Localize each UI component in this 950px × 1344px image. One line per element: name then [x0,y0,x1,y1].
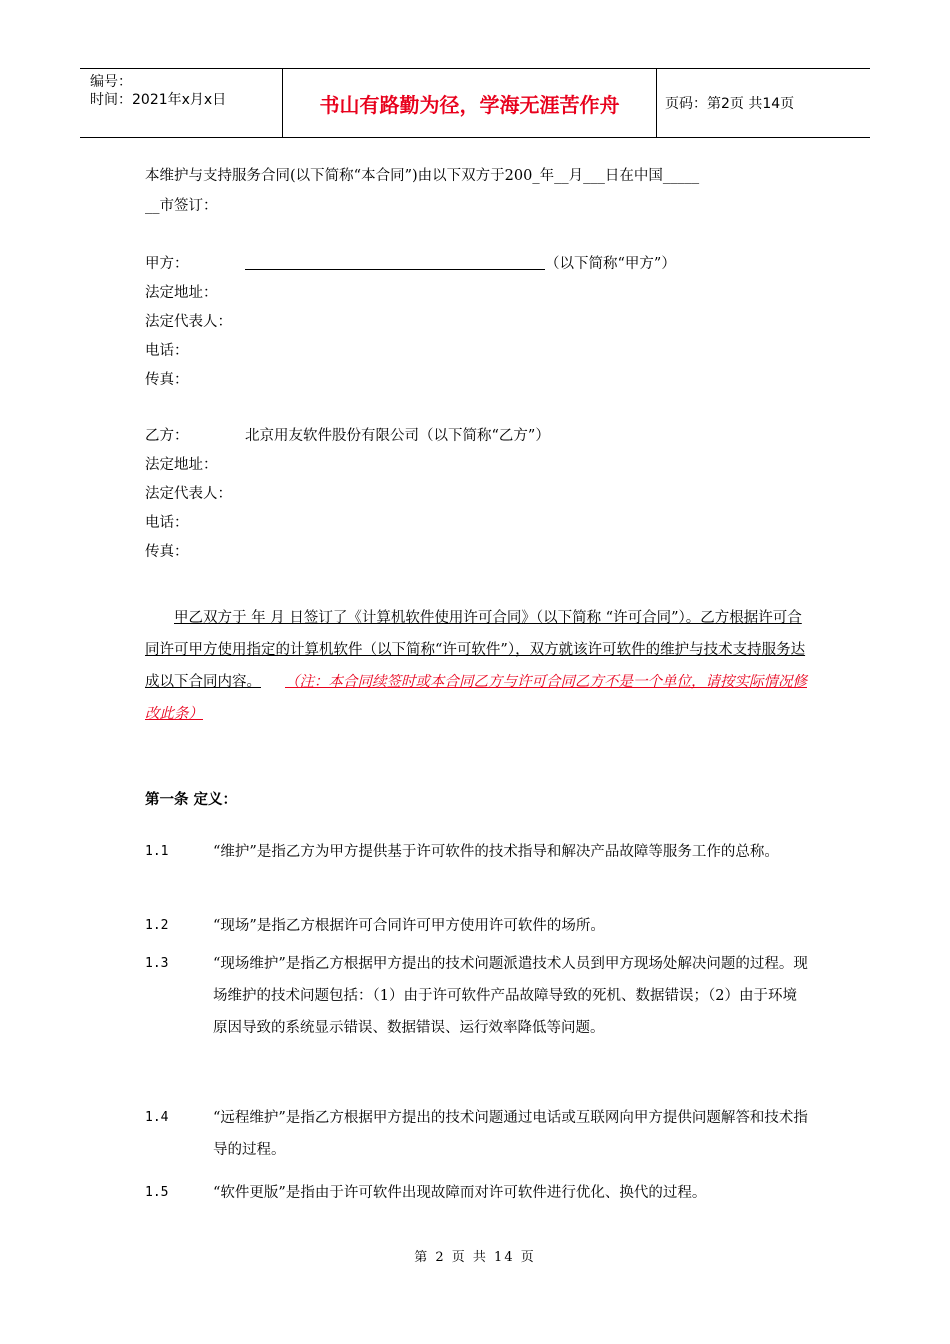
party-b-rep: 法定代表人： [145,486,232,502]
party-a-name-blank [245,255,545,270]
item-text: “软件更版”是指由于许可软件出现故障而对许可软件进行优化、换代的过程。 [213,1185,707,1201]
intro-text: 甲乙双方于 年 月 日签订了《计算机软件使用许可合同》（以下简称 “许可合同”）。乙方根据许可合同许可甲方使用指定的计算机软件（以下简称“许可软件”），双方就该许可软件的维护与技术支持服务达成以下合同内容。 [145,610,806,690]
item-text: “现场”是指乙方根据许可合同许可甲方使用许可软件的场所。 [213,918,605,934]
party-a-address: 法定地址： [145,285,218,301]
item-text: “远程维护”是指乙方根据甲方提出的技术问题通过电话或互联网向甲方提供问题解答和技术指导的过程。 [213,1110,808,1158]
item-text: “现场维护”是指乙方根据甲方提出的技术问题派遣技术人员到甲方现场处解决问题的过程。现场维护的技术问题包括：（1）由于许可软件产品故障导致的死机、数据错误；（2）由于环境原因导致的系统显示错误、数据错误、运行效率降低等问题。 [213,956,808,1036]
item-number: 1.4 [145,1110,169,1125]
header-page-info: 页码：第2页 共14页 [665,96,795,112]
item-number: 1.1 [145,844,169,859]
item-number: 1.5 [145,1185,169,1200]
party-a-fax: 传真： [145,372,189,388]
party-b-name: 北京用友软件股份有限公司（以下简称“乙方”） [245,428,550,444]
definition-item [145,1102,810,1166]
item-number: 1.2 [145,918,169,933]
intro-note: （注：本合同续签时或本合同乙方与许可合同乙方不是一个单位，请按实际情况修改此条） [145,674,807,722]
header-motto: 书山有路勤为径，学海无涯苦作舟 [282,69,657,137]
definition-item [145,910,810,942]
header-meta [80,69,282,137]
party-b-label: 乙方： [145,428,189,444]
party-a-phone: 电话： [145,343,189,359]
party-a-rep: 法定代表人： [145,314,232,330]
page-header [80,68,870,138]
document-number-label: 编号： [90,74,132,90]
preamble-line-2: __市签订： [145,198,218,214]
party-b-address: 法定地址： [145,457,218,473]
page-footer: 第 2 页 共 14 页 [414,1250,536,1265]
preamble-line-1: 本维护与支持服务合同(以下简称“本合同”)由以下双方于200_年__月___日在中国_____ [145,168,700,184]
definition-item [145,948,810,1044]
party-b-phone: 电话： [145,515,189,531]
party-b-fax: 传真： [145,544,189,560]
section-1-title: 第一条 定义： [145,791,238,808]
intro-paragraph [145,602,810,730]
party-a-suffix: （以下简称“甲方”） [545,256,676,272]
document-time: 时间：2021年x月x日 [90,92,227,108]
definition-item [145,1177,810,1209]
item-text: “维护”是指乙方为甲方提供基于许可软件的技术指导和解决产品故障等服务工作的总称。 [213,844,779,860]
party-b-row [145,424,550,445]
definition-item [145,836,810,868]
party-a-row [145,252,676,273]
item-number: 1.3 [145,956,169,971]
party-a-label: 甲方： [145,256,189,272]
